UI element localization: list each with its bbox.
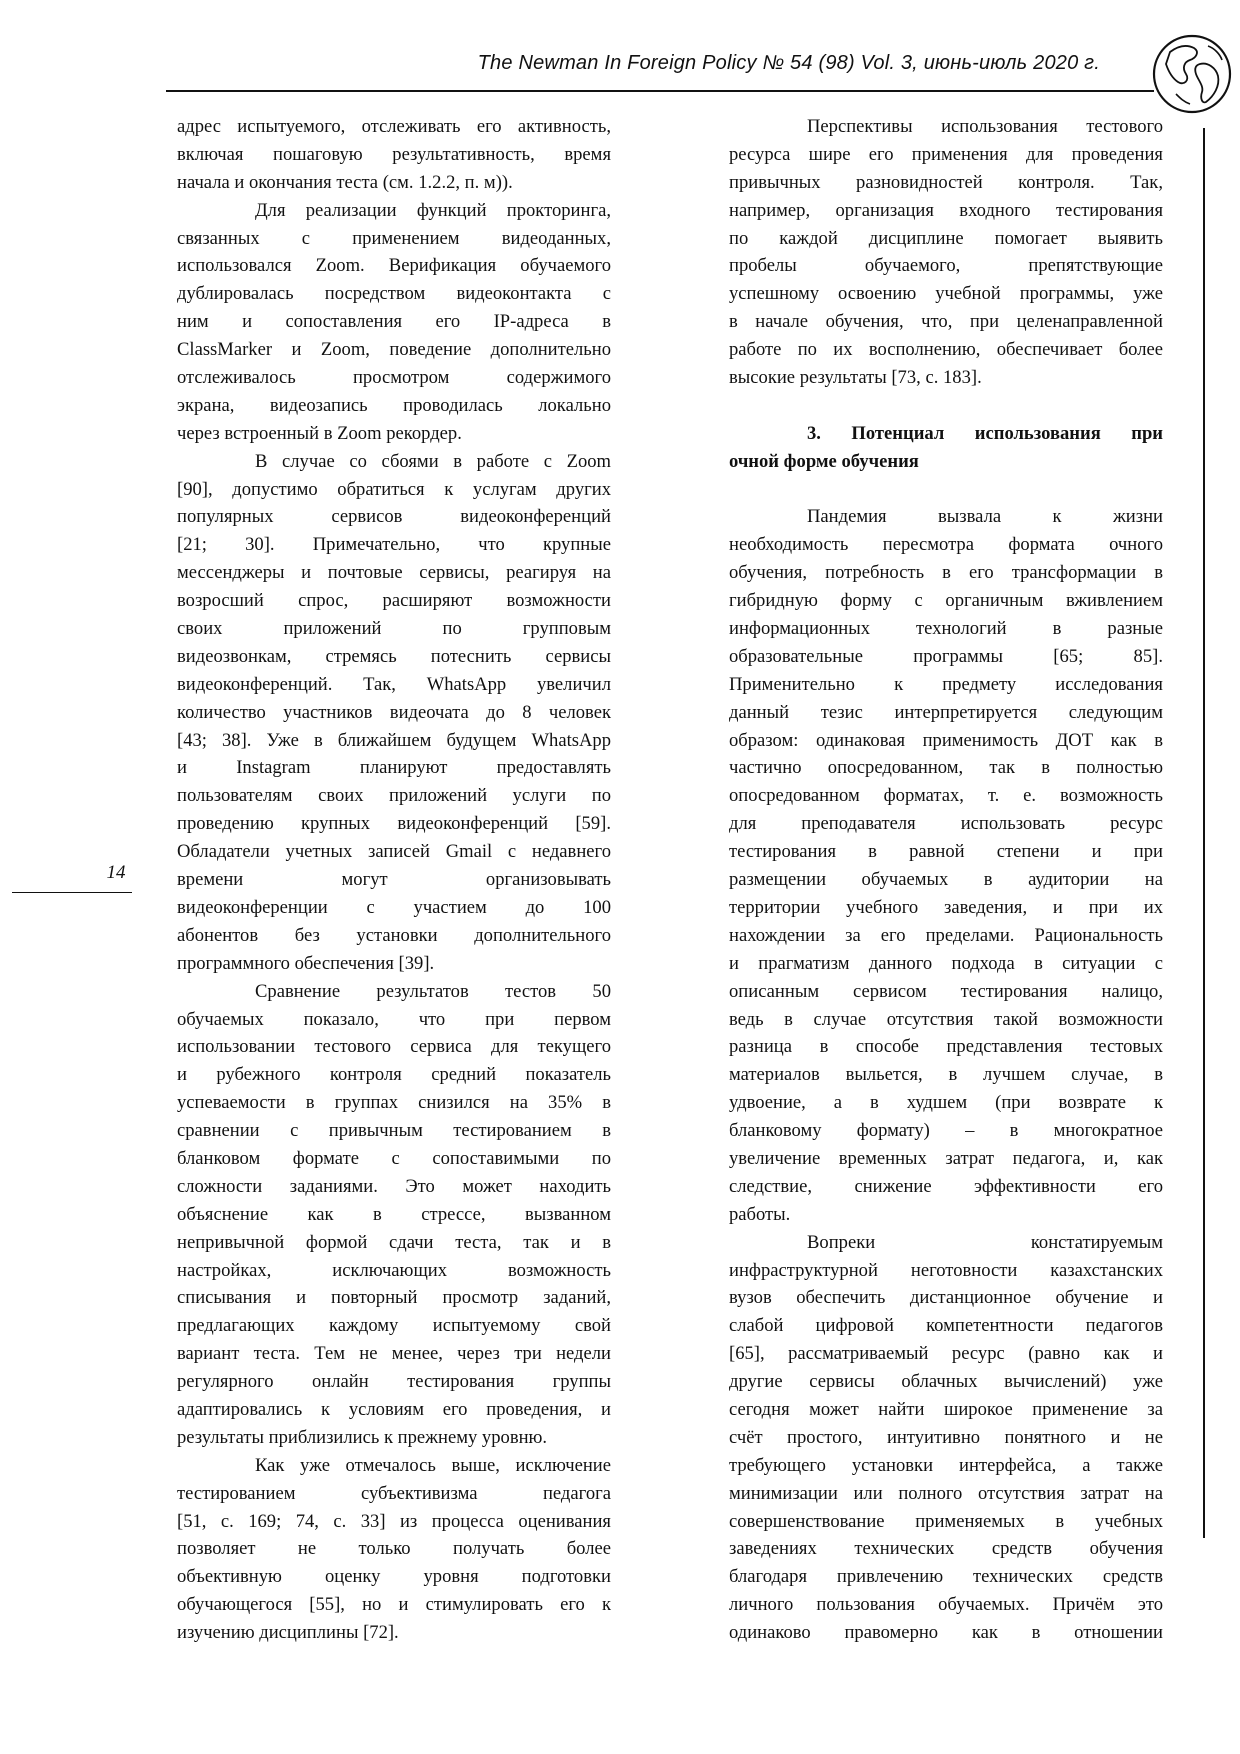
text-line: по каждой дисциплине помогает выявить: [729, 227, 1163, 249]
text-line: объективную оценку уровня подготовки: [177, 1566, 611, 1588]
text-line: например, организация входного тестирования: [729, 199, 1163, 221]
paragraph-last-line: результаты приблизились к прежнему уровню.: [177, 1426, 548, 1448]
text-line: образом: одинаковая применимость ДОТ как в: [729, 729, 1163, 751]
text-line: тестирования в равной степени и при: [729, 841, 1163, 863]
text-line: следствие, снижение эффективности его: [729, 1175, 1163, 1197]
text-line: обучения, потребность в его трансформации в: [729, 562, 1163, 584]
paragraph-last-line: программного обеспечения [39].: [177, 952, 435, 974]
text-line: в начале обучения, что, при целенаправленной: [729, 311, 1163, 333]
text-line: для преподавателя использовать ресурс: [729, 813, 1163, 835]
paragraph-gap: [729, 392, 1163, 420]
text-line: адрес испытуемого, отслеживать его активность,: [177, 116, 611, 137]
text-line: отслеживалось просмотром содержимого: [177, 367, 611, 389]
text-line: использовался Zoom. Верификация обучаемого: [177, 255, 611, 277]
text-line: тестированием субъективизма педагога: [177, 1482, 611, 1504]
text-line: регулярного онлайн тестирования группы: [177, 1371, 611, 1393]
text-line: ClassMarker и Zoom, поведение дополнительно: [177, 339, 611, 361]
text-line: одинаково правомерно как в отношении: [729, 1622, 1163, 1644]
paragraph-first-line: Для реализации функций прокторинга,: [255, 199, 611, 221]
text-line: экрана, видеозапись проводилась локально: [177, 394, 611, 416]
right-column: [729, 113, 1163, 1647]
text-line: обучаемых показало, что при первом: [177, 1008, 611, 1030]
text-line: бланковому формату) – в многократное: [729, 1120, 1163, 1142]
text-line: требующего установки интерфейса, а также: [729, 1454, 1163, 1476]
text-line: ресурса шире его применения для проведения: [729, 143, 1163, 165]
text-line: личного пользования обучаемых. Причём это: [729, 1594, 1163, 1616]
text-line: и Instagram планируют предоставлять: [177, 757, 611, 779]
text-line: удвоение, а в худшем (при возврате к: [729, 1092, 1163, 1114]
text-line: проведению крупных видеоконференций [59].: [177, 813, 611, 835]
text-line: объяснение как в стрессе, вызванном: [177, 1203, 611, 1225]
paragraph-gap: [729, 476, 1163, 504]
text-line: счёт простого, интуитивно понятного и не: [729, 1426, 1163, 1448]
text-line: своих приложений по групповым: [177, 618, 611, 640]
text-line: ним и сопоставления его IP-адреса в: [177, 311, 611, 333]
text-line: опосредованном форматах, т. е. возможность: [729, 785, 1163, 807]
section-heading: 3. Потенциал использования при: [807, 422, 1163, 444]
paragraph-first-line: Перспективы использования тестового: [807, 116, 1163, 137]
text-line: и прагматизм данного подхода в ситуации с: [729, 952, 1163, 974]
text-line: количество участников видеочата до 8 человек: [177, 701, 611, 723]
text-line: размещении обучаемых в аудитории на: [729, 869, 1163, 891]
left-column: [177, 113, 611, 1647]
text-line: сегодня может найти широкое применение за: [729, 1398, 1163, 1420]
paragraph-first-line: Пандемия вызвала к жизни: [807, 506, 1163, 528]
text-line: информационных технологий в разные: [729, 618, 1163, 640]
text-line: благодаря привлечению технических средств: [729, 1566, 1163, 1588]
text-line: обучающегося [55], но и стимулировать его к: [177, 1594, 611, 1616]
text-line: увеличение временных затрат педагога, и, как: [729, 1147, 1163, 1169]
paragraph-first-line: Вопреки констатируемым: [807, 1231, 1163, 1253]
paragraph-last-line: работы.: [729, 1203, 791, 1225]
text-line: видеозвонкам, стремясь потеснить сервисы: [177, 645, 611, 667]
paragraph-first-line: Как уже отмечалось выше, исключение: [255, 1454, 611, 1476]
paragraph-first-line: В случае со сбоями в работе с Zoom: [255, 450, 611, 472]
text-line: вузов обеспечить дистанционное обучение и: [729, 1287, 1163, 1309]
text-line: вариант теста. Тем не менее, через три недели: [177, 1343, 611, 1365]
globe-icon: [1148, 30, 1236, 118]
text-line: нахождении за его пределами. Рациональность: [729, 924, 1163, 946]
text-line: пользователям своих приложений услуги по: [177, 785, 611, 807]
text-line: описанным сервисом тестирования налицо,: [729, 980, 1163, 1002]
text-line: бланковом формате с сопоставимыми по: [177, 1147, 611, 1169]
paragraph-first-line: Сравнение результатов тестов 50: [255, 980, 611, 1002]
text-line: гибридную форму с органичным вживлением: [729, 590, 1163, 612]
page-number: 14: [106, 862, 126, 883]
text-line: частично опосредованном, так в полностью: [729, 757, 1163, 779]
text-line: включая пошаговую результативность, время: [177, 143, 611, 165]
text-line: [65], рассматриваемый ресурс (равно как и: [729, 1343, 1163, 1365]
text-line: видеоконференций. Так, WhatsApp увеличил: [177, 673, 611, 695]
text-line: сложности заданиями. Это может находить: [177, 1175, 611, 1197]
text-line: популярных сервисов видеоконференций: [177, 506, 611, 528]
text-line: образовательные программы [65; 85].: [729, 645, 1163, 667]
running-title: The Newman In Foreign Policy № 54 (98) Vol. 3, июнь-июль 2020 г.: [477, 52, 1100, 74]
text-line: позволяет не только получать более: [177, 1538, 611, 1560]
text-line: материалов выльется, в лучшем случае, в: [729, 1064, 1163, 1086]
text-line: разница в способе представления тестовых: [729, 1036, 1163, 1058]
text-line: настройках, исключающих возможность: [177, 1259, 611, 1281]
text-line: совершенствование применяемых в учебных: [729, 1510, 1163, 1532]
text-line: привычных разновидностей контроля. Так,: [729, 171, 1163, 193]
text-line: Обладатели учетных записей Gmail с недавнего: [177, 841, 611, 863]
text-line: дублировалась посредством видеоконтакта с: [177, 283, 611, 305]
text-line: мессенджеры и почтовые сервисы, реагируя на: [177, 562, 611, 584]
text-line: [51, с. 169; 74, с. 33] из процесса оценивания: [177, 1510, 611, 1532]
text-line: [21; 30]. Примечательно, что крупные: [177, 534, 611, 556]
text-line: ведь в случае отсутствия такой возможности: [729, 1008, 1163, 1030]
paragraph-last-line: через встроенный в Zoom рекордер.: [177, 422, 462, 444]
text-line: Применительно к предмету исследования: [729, 673, 1163, 695]
text-line: адаптировались к условиям его проведения, и: [177, 1398, 611, 1420]
text-line: использовании тестового сервиса для текущего: [177, 1036, 611, 1058]
text-line: абонентов без установки дополнительного: [177, 924, 611, 946]
text-line: данный тезис интерпретируется следующим: [729, 701, 1163, 723]
text-line: заведениях технических средств обучения: [729, 1538, 1163, 1560]
text-line: и рубежного контроля средний показатель: [177, 1064, 611, 1086]
right-margin-rule: [1203, 128, 1205, 1538]
section-heading: очной форме обучения: [729, 450, 919, 472]
text-line: связанных с применением видеоданных,: [177, 227, 611, 249]
text-line: списывания и повторный просмотр заданий,: [177, 1287, 611, 1309]
text-line: минимизации или полного отсутствия затрат на: [729, 1482, 1163, 1504]
paragraph-last-line: изучению дисциплины [72].: [177, 1622, 399, 1644]
text-line: предлагающих каждому испытуемому свой: [177, 1315, 611, 1337]
text-line: территории учебного заведения, и при их: [729, 896, 1163, 918]
text-line: инфраструктурной неготовности казахстанских: [729, 1259, 1163, 1281]
header-rule: [166, 90, 1154, 92]
paragraph-last-line: высокие результаты [73, с. 183].: [729, 367, 982, 389]
text-line: сравнении с привычным тестированием в: [177, 1120, 611, 1142]
text-line: слабой цифровой компетентности педагогов: [729, 1315, 1163, 1337]
text-line: необходимость пересмотра формата очного: [729, 534, 1163, 556]
text-line: непривычной формой сдачи теста, так и в: [177, 1231, 611, 1253]
text-line: возросший спрос, расширяют возможности: [177, 590, 611, 612]
text-line: времени могут организовывать: [177, 869, 611, 891]
text-line: пробелы обучаемого, препятствующие: [729, 255, 1163, 277]
paragraph-last-line: начала и окончания теста (см. 1.2.2, п. м)).: [177, 171, 513, 193]
page-number-rule: [12, 892, 132, 893]
text-line: работе по их восполнению, обеспечивает более: [729, 339, 1163, 361]
text-line: [90], допустимо обратиться к услугам других: [177, 478, 611, 500]
text-line: успешному освоению учебной программы, уже: [729, 283, 1163, 305]
text-line: [43; 38]. Уже в ближайшем будущем WhatsApp: [177, 729, 611, 751]
text-line: успеваемости в группах снизился на 35% в: [177, 1092, 611, 1114]
text-line: другие сервисы облачных вычислений) уже: [729, 1371, 1163, 1393]
text-line: видеоконференции с участием до 100: [177, 896, 611, 918]
